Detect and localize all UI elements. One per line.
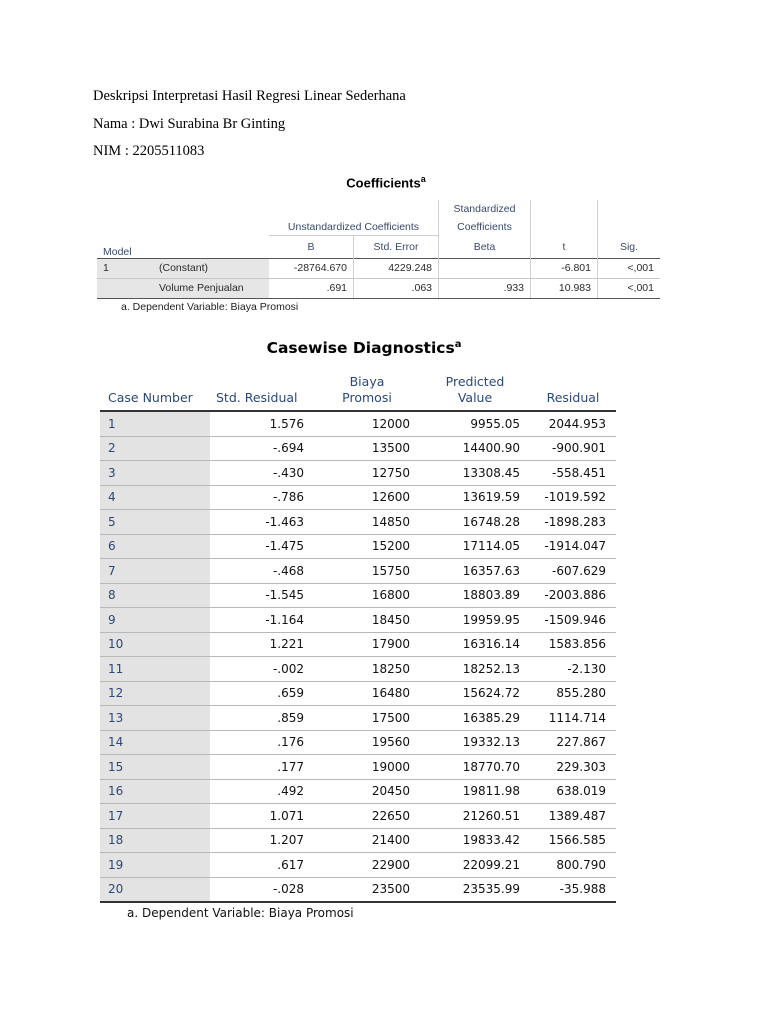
student-name: Nama : Dwi Surabina Br Ginting — [93, 116, 286, 132]
col-model: Model — [103, 245, 132, 258]
casewise-row — [100, 411, 616, 436]
std-residual-cell: -1.463 — [210, 510, 314, 535]
std-residual-cell: 1.221 — [210, 632, 314, 657]
coef-t-cell: -6.801 — [531, 258, 598, 278]
casewise-row — [100, 804, 616, 829]
std-residual-cell: -.028 — [210, 877, 314, 902]
predicted-value-cell: 18803.89 — [420, 583, 530, 608]
predicted-value-cell: 16385.29 — [420, 706, 530, 731]
casewise-row — [100, 608, 616, 633]
casewise-title-text: Casewise Diagnostics — [266, 339, 455, 358]
std-residual-cell: -.430 — [210, 461, 314, 486]
coef-b-cell: -28764.670 — [269, 258, 354, 278]
predicted-value-cell: 19833.42 — [420, 828, 530, 853]
biaya-promosi-cell: 15200 — [314, 534, 420, 559]
casewise-row — [100, 559, 616, 584]
coef-se-cell: 4229.248 — [354, 258, 439, 278]
col-std-error: Std. Error — [373, 240, 419, 253]
casewise-row — [100, 730, 616, 755]
predicted-value-cell: 22099.21 — [420, 853, 530, 878]
case-number-cell: 12 — [100, 681, 210, 706]
casewise-row — [100, 657, 616, 682]
casewise-row — [100, 583, 616, 608]
coef-model-cell — [97, 278, 153, 298]
case-number-cell: 1 — [100, 411, 210, 436]
col-residual: Residual — [530, 368, 616, 411]
col-predicted-value — [420, 368, 530, 411]
biaya-promosi-cell: 19000 — [314, 755, 420, 780]
std-residual-cell: .859 — [210, 706, 314, 731]
predicted-value-cell: 15624.72 — [420, 681, 530, 706]
biaya-promosi-cell: 20450 — [314, 779, 420, 804]
casewise-title — [0, 339, 728, 357]
residual-cell: -1509.946 — [530, 608, 616, 633]
predicted-value-cell: 21260.51 — [420, 804, 530, 829]
residual-cell: -558.451 — [530, 461, 616, 486]
col-biaya-l2: Promosi — [342, 390, 392, 405]
coef-b-cell: .691 — [269, 278, 354, 298]
col-t: t — [531, 236, 598, 259]
residual-cell: -1898.283 — [530, 510, 616, 535]
predicted-value-cell: 13308.45 — [420, 461, 530, 486]
residual-cell: -1019.592 — [530, 485, 616, 510]
coef-t-cell: 10.983 — [531, 278, 598, 298]
residual-cell: -607.629 — [530, 559, 616, 584]
residual-cell: 1389.487 — [530, 804, 616, 829]
std-residual-cell: 1.207 — [210, 828, 314, 853]
predicted-value-cell: 19332.13 — [420, 730, 530, 755]
coefficients-title-text: Coefficients — [346, 175, 421, 191]
biaya-promosi-cell: 16800 — [314, 583, 420, 608]
case-number-cell: 18 — [100, 828, 210, 853]
predicted-value-cell: 16316.14 — [420, 632, 530, 657]
predicted-value-cell: 18252.13 — [420, 657, 530, 682]
coef-beta-cell — [439, 258, 531, 278]
std-residual-cell: -1.475 — [210, 534, 314, 559]
residual-cell: -35.988 — [530, 877, 616, 902]
col-biaya-l1: Biaya — [349, 374, 385, 389]
casewise-row — [100, 828, 616, 853]
coef-predictor-cell: (Constant) — [153, 258, 269, 278]
biaya-promosi-cell: 14850 — [314, 510, 420, 535]
predicted-value-cell: 23535.99 — [420, 877, 530, 902]
std-residual-cell: -.694 — [210, 436, 314, 461]
casewise-row — [100, 485, 616, 510]
casewise-row — [100, 853, 616, 878]
case-number-cell: 16 — [100, 779, 210, 804]
col-case-number: Case Number — [100, 368, 210, 411]
coefficients-table — [97, 200, 660, 299]
case-number-cell: 14 — [100, 730, 210, 755]
std-residual-cell: 1.071 — [210, 804, 314, 829]
coef-sig-cell: <,001 — [598, 258, 661, 278]
residual-cell: -900.901 — [530, 436, 616, 461]
biaya-promosi-cell: 23500 — [314, 877, 420, 902]
biaya-promosi-cell: 22650 — [314, 804, 420, 829]
case-number-cell: 5 — [100, 510, 210, 535]
coef-model-cell: 1 — [97, 258, 153, 278]
std-residual-cell: -.468 — [210, 559, 314, 584]
case-number-cell: 7 — [100, 559, 210, 584]
residual-cell: 2044.953 — [530, 411, 616, 436]
case-number-cell: 13 — [100, 706, 210, 731]
student-nim: NIM : 2205511083 — [93, 143, 205, 159]
residual-cell: 227.867 — [530, 730, 616, 755]
predicted-value-cell: 16748.28 — [420, 510, 530, 535]
col-b: B — [269, 236, 354, 259]
case-number-cell: 15 — [100, 755, 210, 780]
coef-row-volume — [97, 278, 660, 298]
residual-cell: 1566.585 — [530, 828, 616, 853]
case-number-cell: 19 — [100, 853, 210, 878]
case-number-cell: 10 — [100, 632, 210, 657]
case-number-cell: 17 — [100, 804, 210, 829]
coefficients-title — [0, 174, 768, 190]
residual-cell: 1583.856 — [530, 632, 616, 657]
std-residual-cell: -.786 — [210, 485, 314, 510]
std-residual-cell: -1.545 — [210, 583, 314, 608]
predicted-value-cell: 17114.05 — [420, 534, 530, 559]
std-residual-cell: .617 — [210, 853, 314, 878]
residual-cell: -1914.047 — [530, 534, 616, 559]
biaya-promosi-cell: 12750 — [314, 461, 420, 486]
std-residual-cell: 1.576 — [210, 411, 314, 436]
biaya-promosi-cell: 18250 — [314, 657, 420, 682]
residual-cell: 1114.714 — [530, 706, 616, 731]
casewise-row — [100, 461, 616, 486]
biaya-promosi-cell: 15750 — [314, 559, 420, 584]
biaya-promosi-cell: 12000 — [314, 411, 420, 436]
casewise-row — [100, 779, 616, 804]
predicted-value-cell: 18770.70 — [420, 755, 530, 780]
case-number-cell: 11 — [100, 657, 210, 682]
col-std-residual: Std. Residual — [210, 368, 314, 411]
casewise-row — [100, 510, 616, 535]
coef-se-cell: .063 — [354, 278, 439, 298]
std-coef-header-l2: Coefficients — [439, 218, 531, 236]
biaya-promosi-cell: 21400 — [314, 828, 420, 853]
std-residual-cell: .177 — [210, 755, 314, 780]
coef-sig-cell: <,001 — [598, 278, 661, 298]
residual-cell: -2003.886 — [530, 583, 616, 608]
col-sig: Sig. — [619, 240, 639, 253]
case-number-cell: 8 — [100, 583, 210, 608]
col-pred-l2: Value — [457, 390, 493, 405]
biaya-promosi-cell: 17500 — [314, 706, 420, 731]
casewise-body — [100, 411, 616, 902]
case-number-cell: 6 — [100, 534, 210, 559]
std-residual-cell: .659 — [210, 681, 314, 706]
predicted-value-cell: 13619.59 — [420, 485, 530, 510]
case-number-cell: 9 — [100, 608, 210, 633]
casewise-table — [100, 368, 616, 903]
residual-cell: 229.303 — [530, 755, 616, 780]
case-number-cell: 3 — [100, 461, 210, 486]
col-biaya-promosi — [314, 368, 420, 411]
casewise-row — [100, 681, 616, 706]
casewise-row — [100, 632, 616, 657]
std-residual-cell: -1.164 — [210, 608, 314, 633]
casewise-row — [100, 534, 616, 559]
biaya-promosi-cell: 12600 — [314, 485, 420, 510]
case-number-cell: 4 — [100, 485, 210, 510]
coefficients-title-sup: a — [420, 174, 426, 184]
biaya-promosi-cell: 16480 — [314, 681, 420, 706]
predicted-value-cell: 9955.05 — [420, 411, 530, 436]
biaya-promosi-cell: 19560 — [314, 730, 420, 755]
col-beta: Beta — [439, 236, 531, 259]
residual-cell: 855.280 — [530, 681, 616, 706]
col-pred-l1: Predicted — [445, 374, 505, 389]
residual-cell: 638.019 — [530, 779, 616, 804]
casewise-row — [100, 877, 616, 902]
casewise-row — [100, 755, 616, 780]
residual-cell: 800.790 — [530, 853, 616, 878]
casewise-row — [100, 436, 616, 461]
casewise-footnote: a. Dependent Variable: Biaya Promosi — [127, 906, 354, 920]
std-residual-cell: .176 — [210, 730, 314, 755]
biaya-promosi-cell: 22900 — [314, 853, 420, 878]
coefficients-footnote: a. Dependent Variable: Biaya Promosi — [121, 301, 299, 313]
predicted-value-cell: 19959.95 — [420, 608, 530, 633]
predicted-value-cell: 16357.63 — [420, 559, 530, 584]
biaya-promosi-cell: 18450 — [314, 608, 420, 633]
std-residual-cell: -.002 — [210, 657, 314, 682]
std-residual-cell: .492 — [210, 779, 314, 804]
biaya-promosi-cell: 17900 — [314, 632, 420, 657]
coef-beta-cell: .933 — [439, 278, 531, 298]
unstd-coef-header: Unstandardized Coefficients — [269, 218, 439, 236]
predicted-value-cell: 14400.90 — [420, 436, 530, 461]
biaya-promosi-cell: 13500 — [314, 436, 420, 461]
residual-cell: -2.130 — [530, 657, 616, 682]
document-title: Deskripsi Interpretasi Hasil Regresi Linear Sederhana — [93, 88, 406, 104]
case-number-cell: 2 — [100, 436, 210, 461]
case-number-cell: 20 — [100, 877, 210, 902]
predicted-value-cell: 19811.98 — [420, 779, 530, 804]
coef-predictor-cell: Volume Penjualan — [153, 278, 269, 298]
coef-row-constant — [97, 258, 660, 278]
casewise-title-sup: a — [454, 339, 462, 350]
std-coef-header-l1: Standardized — [439, 200, 531, 218]
casewise-row — [100, 706, 616, 731]
